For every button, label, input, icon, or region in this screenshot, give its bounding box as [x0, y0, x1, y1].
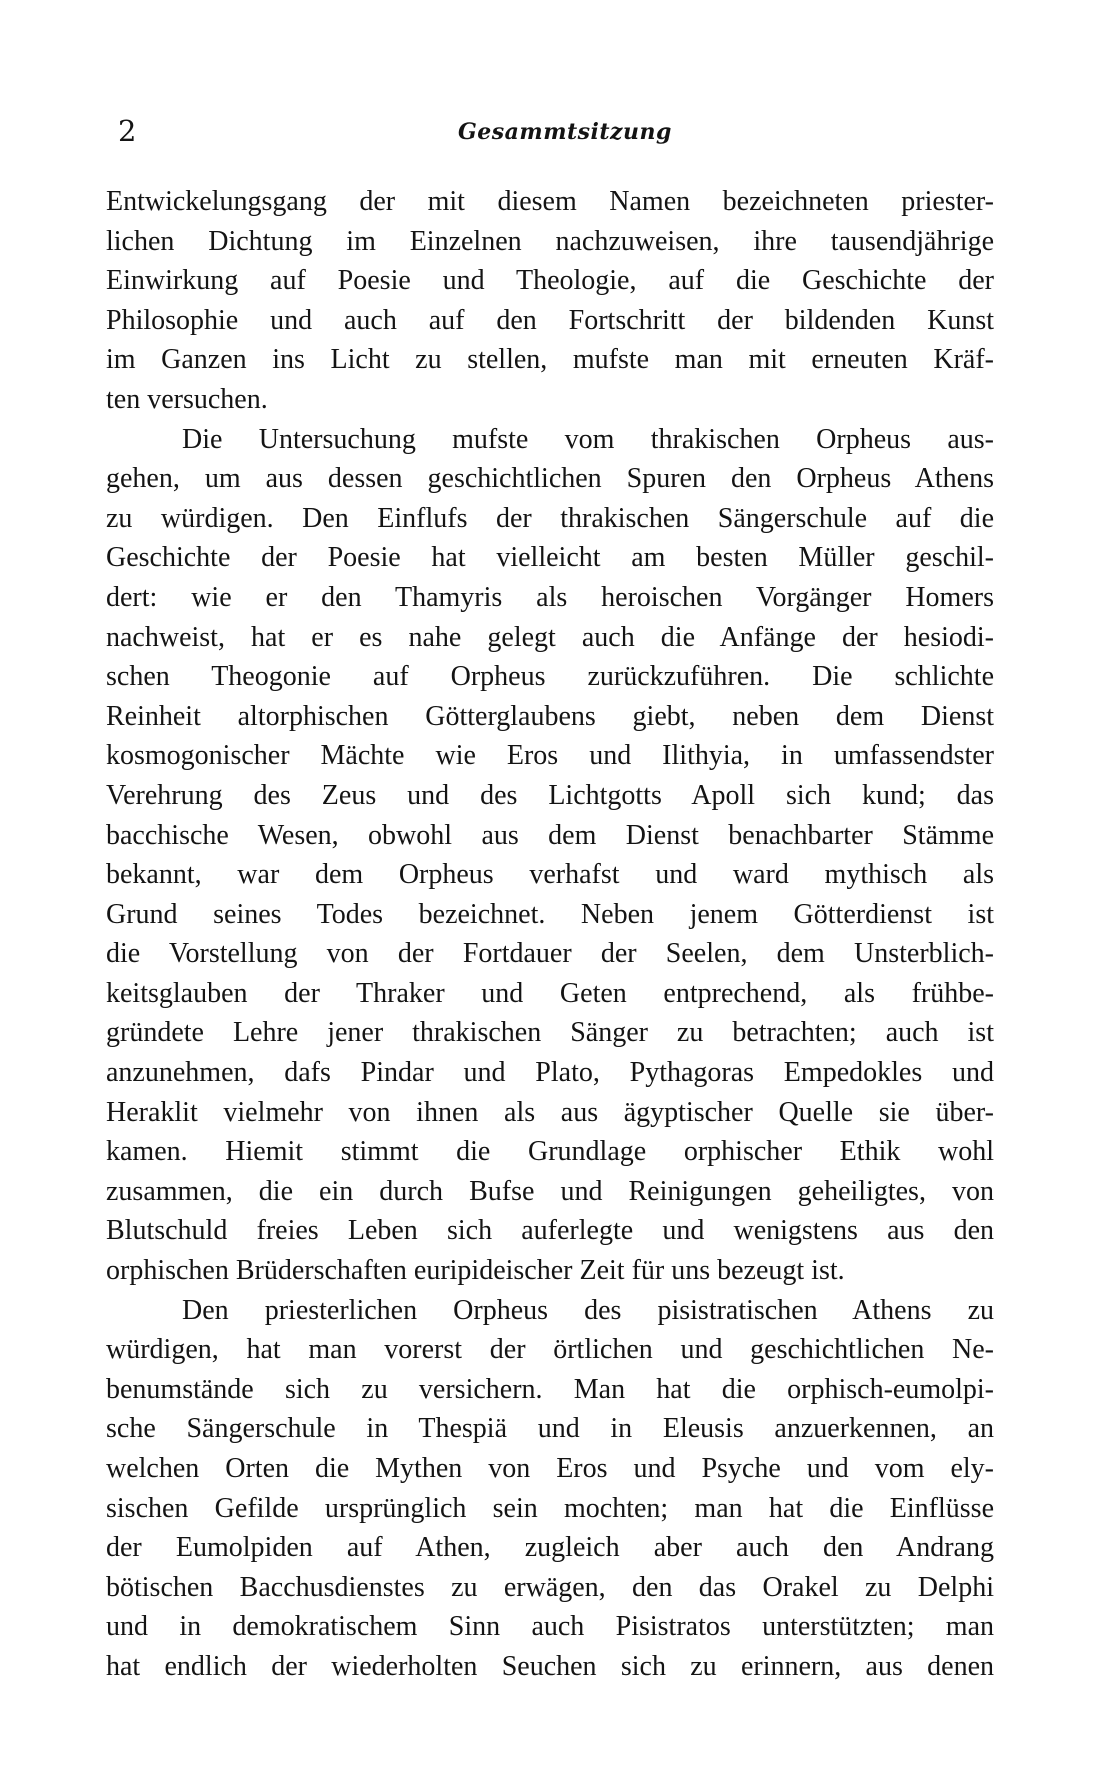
text-line: lichen Dichtung im Einzelnen nachzuweisen, ihre tausendjährige: [106, 225, 994, 257]
running-title: Gesammtsitzung: [458, 119, 672, 145]
text-line: zusammen, die ein durch Bufse und Reinigungen geheiligtes, von: [106, 1175, 994, 1207]
text-line: anzunehmen, dafs Pindar und Plato, Pythagoras Empedokles und: [106, 1057, 994, 1089]
text-line: zu würdigen. Den Einflufs der thrakischen Sängerschule auf die: [106, 502, 994, 534]
text-line: Reinheit altorphischen Götterglaubens giebt, neben dem Dienst: [106, 700, 994, 732]
body-text: [106, 182, 994, 1687]
running-head: [118, 113, 986, 153]
text-line: gehen, um aus dessen geschichtlichen Spuren den Orpheus Athens: [106, 463, 994, 495]
text-line: würdigen, hat man vorerst der örtlichen und geschichtlichen Ne-: [106, 1334, 994, 1366]
text-line: Blutschuld freies Leben sich auferlegte und wenigstens aus den: [106, 1215, 994, 1247]
text-line: welchen Orten die Mythen von Eros und Psyche und vom ely-: [106, 1453, 994, 1484]
text-line: Entwickelungsgang der mit diesem Namen bezeichneten priester-: [106, 186, 994, 217]
page-number: 2: [118, 114, 137, 148]
text-line: gründete Lehre jener thrakischen Sänger zu betrachten; auch ist: [106, 1017, 994, 1049]
text-line: die Vorstellung von der Fortdauer der Seelen, dem Unsterblich-: [106, 938, 994, 970]
text-line: und in demokratischem Sinn auch Pisistratos unterstützten; man: [106, 1611, 994, 1643]
text-line: Grund seines Todes bezeichnet. Neben jenem Götterdienst ist: [106, 898, 994, 930]
text-line: keitsglauben der Thraker und Geten entprechend, als frühbe-: [106, 977, 994, 1009]
text-line: der Eumolpiden auf Athen, zugleich aber auch den Andrang: [106, 1532, 994, 1564]
text-line: bekannt, war dem Orpheus verhafst und ward mythisch als: [106, 859, 994, 891]
text-line: hat endlich der wiederholten Seuchen sich zu erinnern, aus denen: [106, 1650, 994, 1682]
text-line: im Ganzen ins Licht zu stellen, mufste man mit erneuten Kräf-: [106, 344, 994, 376]
text-line: kamen. Hiemit stimmt die Grundlage orphischer Ethik wohl: [106, 1136, 994, 1168]
text-line: benumstände sich zu versichern. Man hat die orphisch-eumolpi-: [106, 1373, 994, 1405]
text-line: Philosophie und auch auf den Fortschritt der bildenden Kunst: [106, 304, 994, 336]
text-line: sischen Gefilde ursprünglich sein mochten; man hat die Einflüsse: [106, 1492, 994, 1524]
text-line: sche Sängerschule in Thespiä und in Eleusis anzuerkennen, an: [106, 1413, 994, 1445]
text-line: ten versuchen.: [106, 383, 268, 415]
text-line: Die Untersuchung mufste vom thrakischen Orpheus aus-: [182, 423, 994, 455]
text-line: Verehrung des Zeus und des Lichtgotts Apoll sich kund; das: [106, 779, 994, 811]
text-line: dert: wie er den Thamyris als heroischen Vorgänger Homers: [106, 581, 994, 613]
text-line: kosmogonischer Mächte wie Eros und Ilithyia, in umfassendster: [106, 740, 994, 772]
text-line: Heraklit vielmehr von ihnen als aus ägyptischer Quelle sie über-: [106, 1096, 994, 1128]
text-line: bacchische Wesen, obwohl aus dem Dienst benachbarter Stämme: [106, 819, 994, 851]
text-line: bötischen Bacchusdienstes zu erwägen, den das Orakel zu Delphi: [106, 1571, 994, 1603]
text-line: Geschichte der Poesie hat vielleicht am besten Müller geschil-: [106, 542, 994, 574]
text-line: schen Theogonie auf Orpheus zurückzuführen. Die schlichte: [106, 661, 994, 693]
text-line: Den priesterlichen Orpheus des pisistratischen Athens zu: [182, 1294, 994, 1326]
text-line: orphischen Brüderschaften euripideischer Zeit für uns bezeugt ist.: [106, 1255, 845, 1287]
text-line: Einwirkung auf Poesie und Theologie, auf die Geschichte der: [106, 265, 994, 297]
text-line: nachweist, hat er es nahe gelegt auch die Anfänge der hesiodi-: [106, 621, 994, 653]
